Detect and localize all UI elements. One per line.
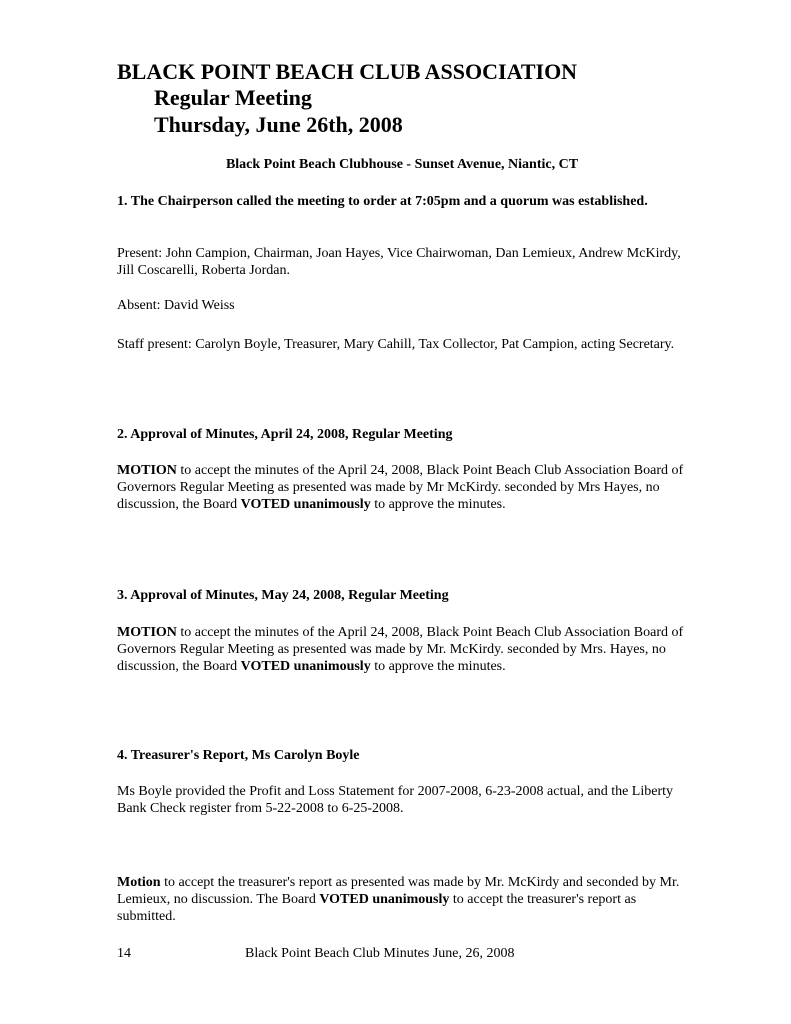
meeting-location: Black Point Beach Clubhouse - Sunset Avenue, Niantic, CT [225, 157, 579, 172]
page-number: 14 [117, 946, 131, 961]
motion-text: to accept the treasurer's report as presented was made by Mr. McKirdy and seconded by Mr. Lemieux, no discussion. The Board [117, 875, 680, 907]
staff-present: Staff present: Carolyn Boyle, Treasurer, Mary Cahill, Tax Collector, Pat Campion, acting Secretary. [117, 337, 675, 352]
voted-label: VOTED unanimously [240, 497, 371, 512]
section-2-motion [117, 462, 687, 513]
org-title: BLACK POINT BEACH CLUB ASSOCIATION [117, 59, 578, 84]
motion-tail: to accept the treasurer's report as submitted. [117, 892, 637, 924]
voted-label: VOTED unanimously [240, 659, 371, 674]
section-3-heading: 3. Approval of Minutes, May 24, 2008, Regular Meeting [117, 588, 449, 603]
motion-tail: to approve the minutes. [370, 659, 506, 674]
section-4-motion [117, 874, 687, 925]
meeting-date: Thursday, June 26th, 2008 [154, 112, 403, 137]
motion-tail: to approve the minutes. [370, 497, 506, 512]
meeting-type: Regular Meeting [154, 85, 312, 110]
motion-label: MOTION [117, 625, 177, 640]
treasurer-report: Ms Boyle provided the Profit and Loss Statement for 2007-2008, 6-23-2008 actual, and the Liberty Bank Check register from 5-22-2008 to 6-25-2008. [117, 784, 674, 816]
section-3-motion [117, 624, 687, 675]
motion-text: to accept the minutes of the April 24, 2008, Black Point Beach Club Association Board of Governors Regular Meeting as presented was made by Mr McKirdy. seconded by Mrs Hayes, no discussion, the Board [117, 463, 684, 512]
voted-label: VOTED unanimously [319, 892, 450, 907]
section-4-heading: 4. Treasurer's Report, Ms Carolyn Boyle [117, 748, 360, 763]
present-list: Present: John Campion, Chairman, Joan Hayes, Vice Chairwoman, Dan Lemieux, Andrew McKirdy, Jill Coscarelli, Roberta Jordan. [117, 246, 681, 278]
motion-text: to accept the minutes of the April 24, 2008, Black Point Beach Club Association Board of Governors Regular Meeting as presented was made by Mr. McKirdy. seconded by Mrs. Hayes, no discussion, the Board [117, 625, 684, 674]
motion-label: Motion [117, 875, 161, 890]
motion-label: MOTION [117, 463, 177, 478]
absent-list: Absent: David Weiss [117, 298, 235, 313]
section-1-heading: 1. The Chairperson called the meeting to order at 7:05pm and a quorum was established. [117, 194, 648, 209]
section-2-heading: 2. Approval of Minutes, April 24, 2008, Regular Meeting [117, 427, 453, 442]
footer-text: Black Point Beach Club Minutes June, 26, 2008 [245, 946, 515, 961]
